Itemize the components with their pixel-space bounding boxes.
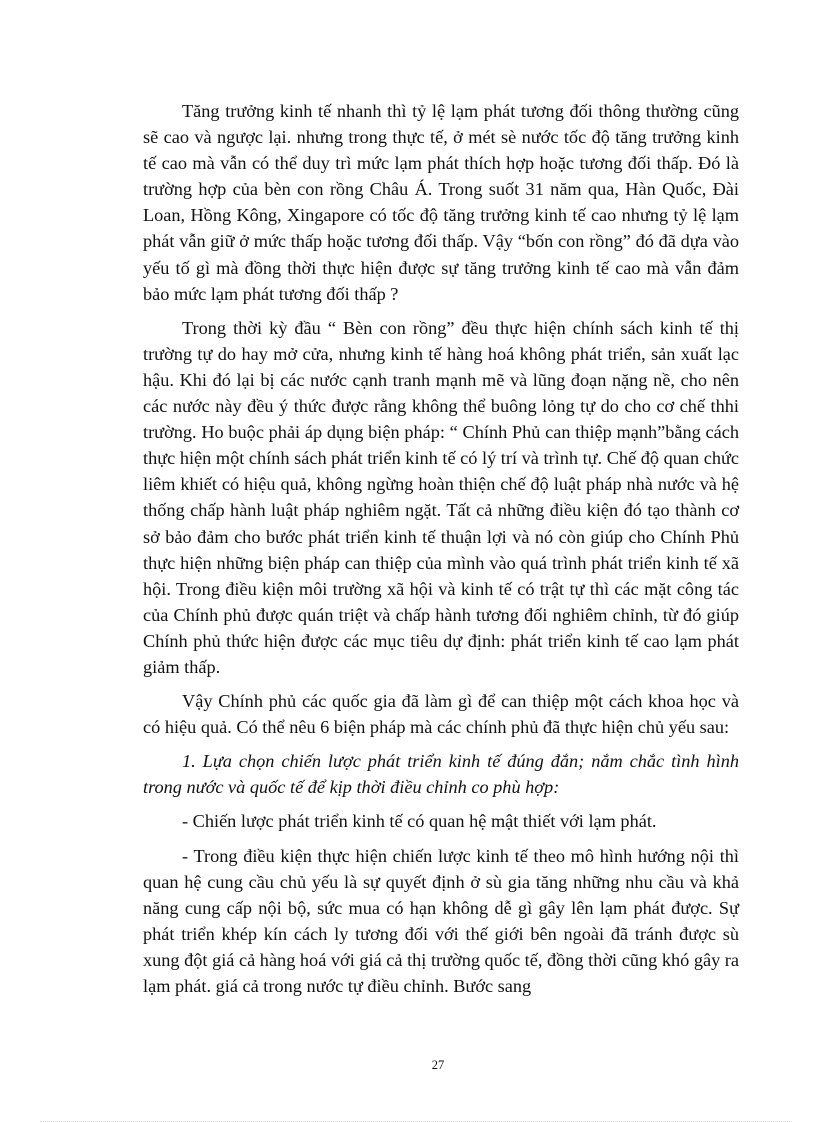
page-number: 27 <box>431 1058 445 1072</box>
paragraph-1: Tăng trưởng kinh tế nhanh thì tỷ lệ lạm phát tương đối thông thường cũng sẽ cao và ngược lại. nhưng trong thực tế, ở mét sè nước tốc độ tăng trưởng kinh tế cao mà vẫn có thể duy trì mức lạm phát thích hợp hoặc tương đối thấp. Đó là trường hợp của bèn con rồng Châu Á. Trong suốt 31 năm qua, Hàn Quốc, Đài Loan, Hồng Kông, Xingapore có tốc độ tăng trưởng kinh tế cao nhưng tỷ lệ lạm phát vẫn giữ ở mức thấp hoặc tương đối thấp. Vậy “bốn con rồng” đó đã dựa vào yếu tố gì mà đồng thời thực hiện được sự tăng trưởng kinh tế cao mà vẫn đảm bảo mức lạm phát tương đối thấp ? <box>143 101 739 304</box>
paragraph-3: Vậy Chính phủ các quốc gia đã làm gì để can thiệp một cách khoa học và có hiệu quả. Có thể nêu 6 biện pháp mà các chính phủ đã thực hiện chủ yếu sau: <box>143 691 739 738</box>
section-heading-1: 1. Lựa chọn chiến lược phát triển kinh tế đúng đắn; nắm chắc tình hình trong nước và quốc tế để kịp thời điều chỉnh co phù hợp: <box>143 751 739 798</box>
paragraph-2: Trong thời kỳ đầu “ Bèn con rồng” đều thực hiện chính sách kinh tế thị trường tự do hay mở cửa, nhưng kinh tế hàng hoá không phát triển, sản xuất lạc hậu. Khi đó lại bị các nước cạnh tranh mạnh mẽ và lũng đoạn nặng nề, cho nên các nước này đều ý thức được rằng không thể buông lỏng tự do cho cơ chế thhi trường. Ho buộc phải áp dụng biện pháp: “ Chính Phủ can thiệp mạnh”bằng cách thực hiện một chính sách phát triển kinh tế có lý trí và trình tự. Chế độ quan chức liêm khiết có hiệu quả, không ngừng hoàn thiện chế độ luật pháp nhà nước và hệ thống chấp hành luật pháp nghiêm ngặt. Tất cả những điều kiện đó tạo thành cơ sở bảo đảm cho bước phát triển kinh tế thuận lợi và nó còn giúp cho Chính Phủ thực hiện những biện pháp can thiệp của mình vào quá trình phát triển kinh tế xã hội. Trong điều kiện môi trường xã hội và kinh tế có trật tự thì các mặt công tác của Chính phủ được quán triệt và chấp hành tương đối nghiêm chỉnh, từ đó giúp Chính phủ thức hiện được các mục tiêu dự định: phát triển kinh tế cao lạm phát giảm thấp. <box>143 317 739 677</box>
footer-divider <box>40 1121 792 1122</box>
bullet-1: - Chiến lược phát triển kinh tế có quan hệ mật thiết với lạm phát. <box>182 811 657 832</box>
page-body <box>143 98 739 1007</box>
bullet-2: - Trong điều kiện thực hiện chiến lược kinh tế theo mô hình hướng nội thì quan hệ cung cầu chủ yếu là sự quyết định ở sù gia tăng những nhu cầu và khả năng cung cấp nội bộ, sức mua có hạn không dễ gì gây lên lạm phát được. Sự phát triển khép kín cách ly tương đối với thế giới bên ngoài đã tránh được sù xung đột giá cả hàng hoá với giá cả thị trường quốc tế, đồng thời cũng khó gây ra lạm phát. giá cả trong nước tự điều chỉnh. Bước sang <box>143 845 739 996</box>
